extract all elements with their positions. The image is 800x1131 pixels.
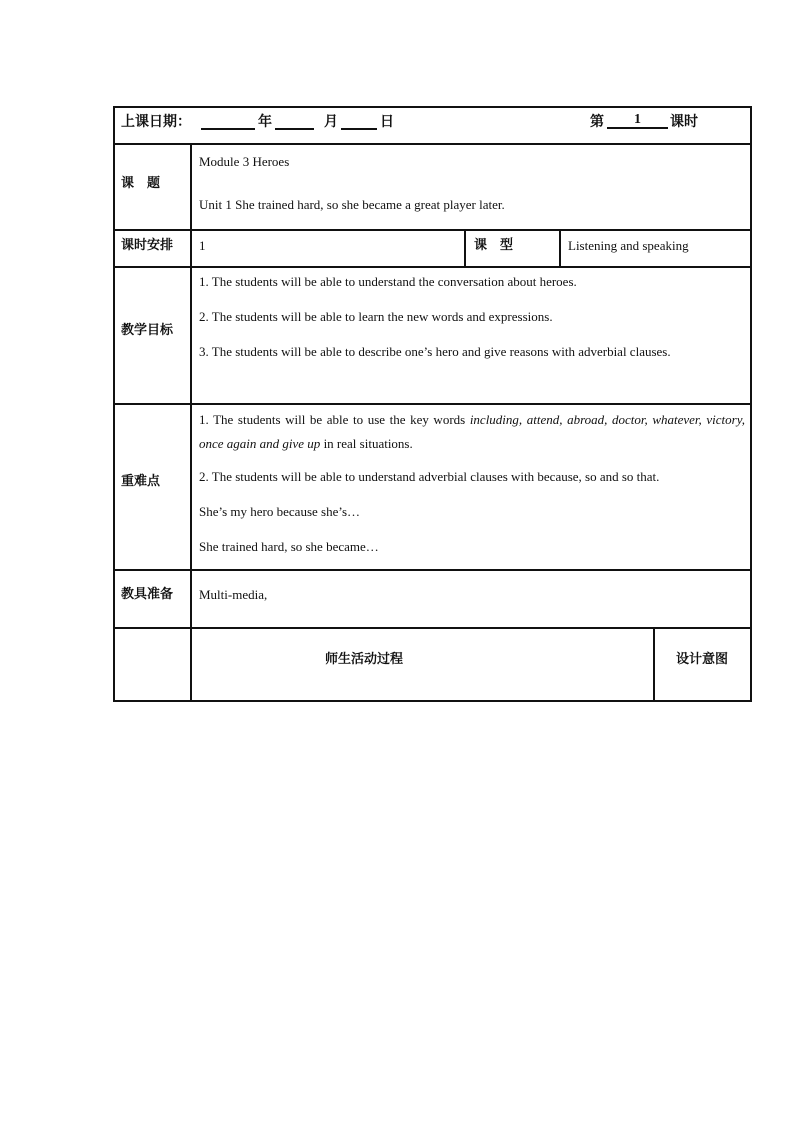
activity-process-heading: 师生活动过程	[325, 652, 404, 667]
date-label: 上课日期：	[121, 114, 191, 130]
key-point-1-prefix: 1. The students will be able to use the key words	[199, 412, 470, 427]
schedule-value: 1	[199, 238, 206, 253]
topic-module: Module 3 Heroes	[199, 154, 290, 169]
label-column-divider	[190, 143, 192, 701]
key-point-item-1	[199, 408, 745, 456]
example-sentence: She’s my hero because she’s…	[199, 504, 361, 519]
aids-label: 教具准备	[121, 587, 174, 602]
month-blank[interactable]	[275, 114, 314, 130]
key-points-label: 重难点	[121, 474, 161, 489]
month-label: 月	[324, 114, 338, 130]
row-divider	[113, 627, 752, 629]
type-value: Listening and speaking	[568, 238, 689, 253]
key-point-item-2: 2. The students will be able to understand adverbial clauses with because, so and so that.	[199, 469, 660, 484]
key-point-1-suffix: in real situations.	[320, 436, 413, 451]
objective-item: 3. The students will be able to describe one’s hero and give reasons with adverbial clauses.	[199, 344, 671, 359]
row-divider	[113, 403, 752, 405]
schedule-label: 课时安排	[121, 238, 174, 253]
design-intent-heading: 设计意图	[676, 652, 729, 667]
objectives-label: 教学目标	[121, 323, 174, 338]
aids-value: Multi-media,	[199, 587, 268, 602]
day-blank[interactable]	[341, 114, 377, 130]
lesson-suffix: 课时	[670, 114, 698, 130]
objective-item: 2. The students will be able to learn the new words and expressions.	[199, 309, 553, 324]
topic-label: 课 题	[121, 176, 161, 191]
design-column-divider	[653, 627, 655, 701]
row-divider	[113, 143, 752, 145]
year-label: 年	[258, 114, 272, 130]
key-words: including, attend, abroad, doctor, whatever, victory, once again and give up	[199, 412, 746, 451]
objective-item: 1. The students will be able to understand the conversation about heroes.	[199, 274, 577, 289]
lesson-number[interactable]: 1	[607, 113, 668, 129]
topic-unit: Unit 1 She trained hard, so she became a great player later.	[199, 197, 505, 212]
row-divider	[113, 569, 752, 571]
row-divider	[113, 229, 752, 231]
lesson-prefix: 第	[590, 114, 604, 130]
year-blank[interactable]	[201, 114, 255, 130]
schedule-divider	[559, 229, 561, 267]
type-label: 课 型	[474, 238, 514, 253]
schedule-divider	[464, 229, 466, 267]
row-divider	[113, 266, 752, 268]
example-sentence: She trained hard, so she became…	[199, 539, 379, 554]
day-label: 日	[380, 114, 394, 130]
